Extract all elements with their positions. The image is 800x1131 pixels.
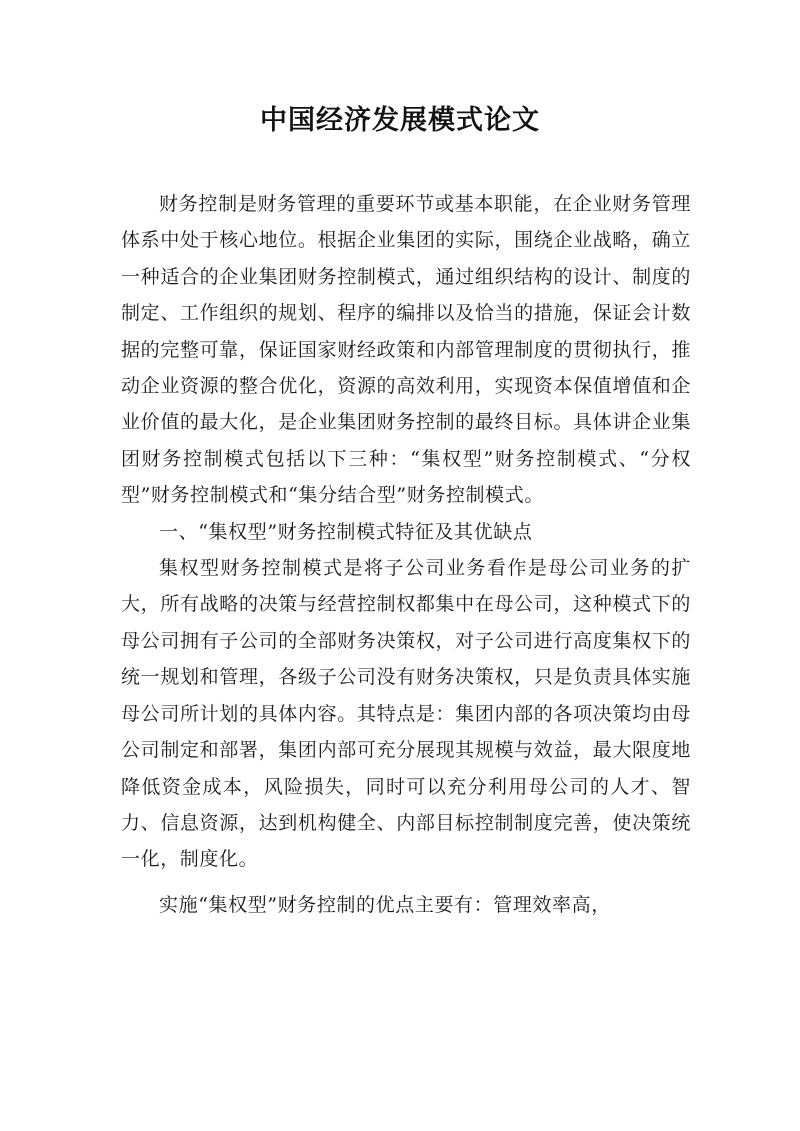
paragraph-centralized-model: 集权型财务控制模式是将子公司业务看作是母公司业务的扩大，所有战略的决策与经营控制权都集中在母公司，这种模式下的母公司拥有子公司的全部财务决策权，对子公司进行高度集权下的统一规划和管理，各级子公司没有财务决策权，只是负责具体实施母公司所计划的具体内容。其特点是：集团内部的各项决策均由母公司制定和部署，集团内部可充分展现其规模与效益，最大限度地降低资金成本，风险损失，同时可以充分利用母公司的人才、智力、信息资源，达到机构健全、内部目标控制制度完善，使决策统一化，制度化。 — [121, 557, 691, 871]
section-heading: 一、“集权型”财务控制模式特征及其优缺点 — [159, 520, 533, 543]
paragraph-advantages: 实施“集权型”财务控制的优点主要有：管理效率高， — [159, 893, 611, 916]
document-body — [121, 186, 691, 923]
paragraph-intro: 财务控制是财务管理的重要环节或基本职能，在企业财务管理体系中处于核心地位。根据企业集团的实际，围绕企业战略，确立一种适合的企业集团财务控制模式，通过组织结构的设计、制度的制定、工作组织的规划、程序的编排以及恰当的措施，保证会计数据的完整可靠，保证国家财经政策和内部管理制度的贯彻执行，推动企业资源的整合优化，资源的高效利用，实现资本保值增值和企业价值的最大化，是企业集团财务控制的最终目标。具体讲企业集团财务控制模式包括以下三种：“集权型”财务控制模式、“分权型”财务控制模式和“集分结合型”财务控制模式。 — [121, 193, 691, 507]
document-title: 中国经济发展模式论文 — [260, 105, 540, 136]
